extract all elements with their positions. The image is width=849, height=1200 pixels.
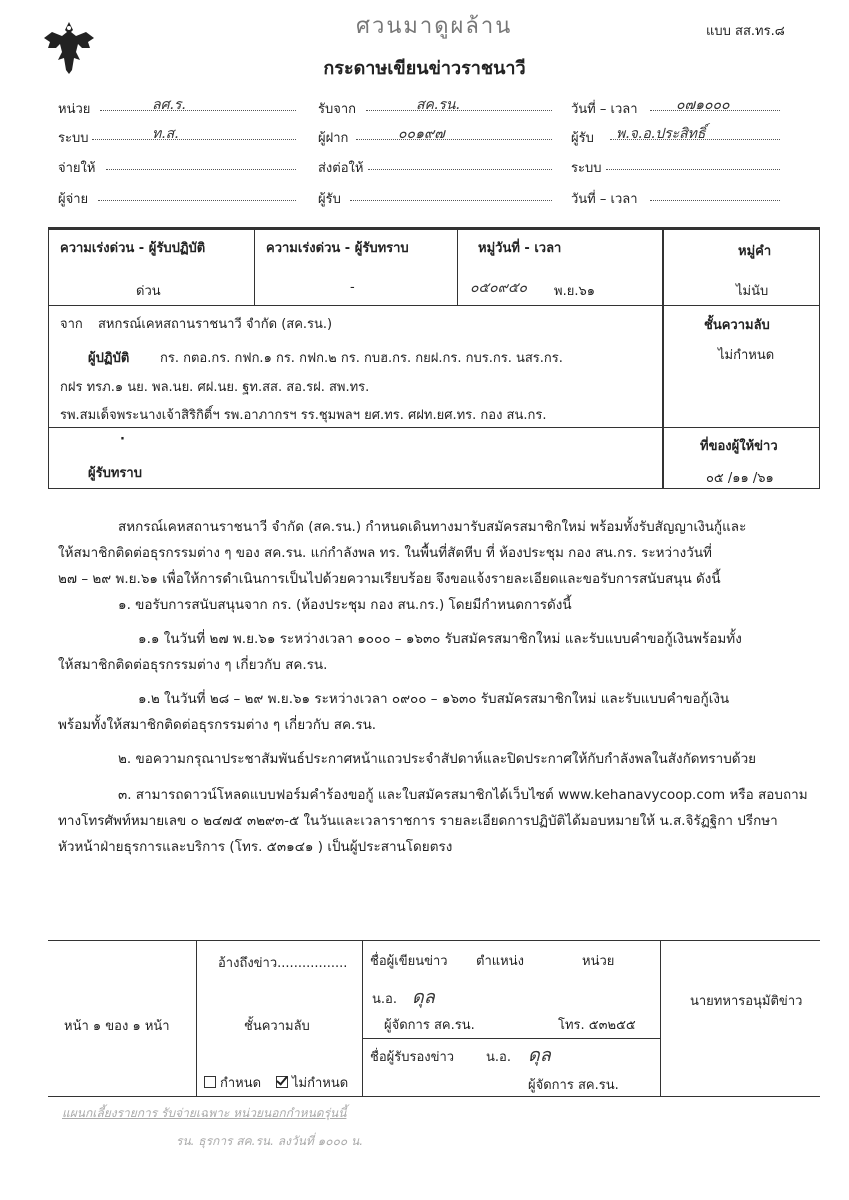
- approver-title: ผู้จัดการ สค.รน.: [528, 1078, 619, 1093]
- receive-from-value: สค.รน.: [416, 97, 460, 113]
- checkbox-unchecked[interactable]: [204, 1076, 216, 1088]
- reference-message: อ้างถึงข่าว.................: [218, 956, 348, 971]
- receiver-label: ผู้รับ: [571, 131, 594, 146]
- approver-label: ชื่อผู้รับรองข่าว: [370, 1050, 455, 1065]
- unit-label-footer: หน่วย: [582, 954, 615, 969]
- approver-rank: น.อ.: [486, 1050, 511, 1065]
- datetime-value: ๐๗๑๐๐๐: [676, 97, 730, 113]
- handwritten-stamp: ศวนมาดูผล้าน: [356, 14, 513, 39]
- originator-ref-label: ที่ของผู้ให้ข่าว: [700, 439, 778, 454]
- from-label: จาก: [60, 317, 83, 332]
- writer-title: ผู้จัดการ สค.รน.: [384, 1018, 475, 1033]
- classification-label: ชั้นความลับ: [704, 318, 770, 333]
- body-p4-l2: พร้อมทั้งให้สมาชิกติดต่อธุรกรรมต่าง ๆ เกี่ยวกับ สค.รน.: [58, 717, 377, 733]
- body-p6-l2: ทางโทรศัพท์หมายเลข ๐ ๒๔๗๕ ๓๒๙๓-๕ ในวันและเวลาราชการ รายละเอียดการปฏิบัติได้มอบหมายให้ น.ส.จิรัฏฐิกา ปรีกษา: [58, 813, 778, 829]
- page-title: กระดาษเขียนข่าวราชนาวี: [323, 58, 526, 79]
- from-value: สหกรณ์เคหสถานราชนาวี จำกัด (สค.รน.): [98, 317, 333, 332]
- approver-signature: ดุล: [528, 1045, 551, 1066]
- body-p1-l1: สหกรณ์เคหสถานราชนาวี จำกัด (สค.รน.) กำหนดเดินทางมารับสมัครสมาชิกใหม่ พร้อมทั้งรับสัญญาเงินกู้และ: [118, 519, 747, 535]
- forward-to-label: ส่งต่อให้: [318, 161, 364, 176]
- pay-to-label: จ่ายให้: [58, 161, 96, 176]
- classification-value: ไม่กำหนด: [718, 348, 775, 363]
- body-p5: ๒. ขอความกรุณาประชาสัมพันธ์ประกาศหน้าแถวประจำสัปดาห์และปิดประกาศให้กับกำลังพลในสังกัดทราบด้วย: [118, 751, 757, 767]
- faint-note-2: รน. ธุรการ สค.รน. ลงวันที่ ๑๐๐๐ น.: [176, 1134, 364, 1148]
- group-count-value: ไม่นับ: [736, 284, 769, 299]
- dtg-month: พ.ย.๖๑: [554, 284, 595, 299]
- action-addressees-line1: กร. กตอ.กร. กฟก.๑ กร. กฟก.๒ กร. กบฮ.กร. กยฝ.กร. กบร.กร. นสร.กร.: [160, 351, 563, 366]
- dtg-value: ๐๕๐๙๕๐: [470, 280, 528, 296]
- sender-label: ผู้ฝาก: [318, 131, 349, 146]
- originator-ref-value: ๐๕ /๑๑ /๖๑: [706, 471, 774, 486]
- datetime-label: วันที่ – เวลา: [571, 102, 638, 117]
- body-p3-l1: ๑.๑ ในวันที่ ๒๗ พ.ย.๖๑ ระหว่างเวลา ๑๐๐๐ – ๑๖๓๐ รับสมัครสมาชิกใหม่ และรับแบบคำขอกู้เงินพร้อมทั้ง: [138, 631, 742, 647]
- writer-signature: ดุล: [412, 987, 435, 1008]
- system-label: ระบบ: [58, 131, 89, 146]
- datetime2-label: วันที่ – เวลา: [571, 192, 638, 207]
- body-p3-l2: ให้สมาชิกติดต่อธุรกรรมต่าง ๆ เกี่ยวกับ สค.รน.: [58, 657, 328, 673]
- recipient-label: ผู้รับ: [318, 192, 341, 207]
- writer-rank: น.อ.: [372, 992, 397, 1007]
- dtg-label: หมู่วันที่ - เวลา: [478, 241, 562, 256]
- authorizing-officer-label: นายทหารอนุมัติข่าว: [690, 994, 803, 1009]
- option-set-label: กำหนด: [220, 1076, 262, 1091]
- writer-label: ชื่อผู้เขียนข่าว: [370, 954, 448, 969]
- classification-option-set[interactable]: [204, 1072, 261, 1093]
- footer-classification-label: ชั้นความลับ: [244, 1019, 310, 1034]
- payer-label: ผู้จ่าย: [58, 192, 89, 207]
- precedence-action-label: ความเร่งด่วน - ผู้รับปฏิบัติ: [60, 241, 206, 256]
- info-addressees-label: ผู้รับทราบ: [88, 466, 142, 481]
- form-code: แบบ สส.ทร.๘: [706, 24, 785, 39]
- system-value: ท.ส.: [152, 126, 179, 142]
- precedence-info-label: ความเร่งด่วน - ผู้รับทราบ: [266, 241, 409, 256]
- checkbox-checked[interactable]: [276, 1076, 288, 1088]
- system2-label: ระบบ: [571, 161, 602, 176]
- action-addressees-label: ผู้ปฏิบัติ: [88, 351, 130, 366]
- faint-note-1: แผนกเลี้ยงรายการ รับจ่ายเฉพาะ หน่วยนอกกำหนดรุ่นนี้: [62, 1106, 347, 1120]
- receiver-value: พ.จ.อ.ประสิทธิ์: [616, 126, 706, 142]
- page-indicator: หน้า ๑ ของ ๑ หน้า: [64, 1019, 170, 1034]
- info-dot: ·: [120, 432, 125, 447]
- option-unset-label: ไม่กำหนด: [292, 1076, 349, 1091]
- action-addressees-line3: รพ.สมเด็จพระนางเจ้าสิริกิติ์ฯ รพ.อาภากรฯ รร.ชุมพลฯ ยศ.ทร. ศฝท.ยศ.ทร. กอง สน.กร.: [60, 408, 547, 423]
- precedence-info-value: -: [350, 280, 355, 295]
- group-count-label: หมู่คำ: [738, 244, 772, 259]
- writer-phone: โทร. ๕๓๒๕๕: [558, 1018, 636, 1033]
- sender-value: ๐๐๑๙๗: [398, 126, 445, 142]
- unit-value: ลศ.ร.: [152, 97, 186, 113]
- body-p4-l1: ๑.๒ ในวันที่ ๒๘ – ๒๙ พ.ย.๖๑ ระหว่างเวลา ๐๙๐๐ – ๑๖๓๐ รับสมัครสมาชิกใหม่ และรับแบบคำขอกู้เงิน: [138, 691, 730, 707]
- precedence-action-value: ด่วน: [136, 284, 161, 299]
- body-p1-l3: ๒๗ – ๒๙ พ.ย.๖๑ เพื่อให้การดำเนินการเป็นไปด้วยความเรียบร้อย จึงขอแจ้งรายละเอียดและขอรับการสนับสนุน ดังนี้: [58, 571, 721, 587]
- body-p1-l2: ให้สมาชิกติดต่อธุรกรรมต่าง ๆ ของ สค.รน. แก่กำลังพล ทร. ในพื้นที่สัตหีบ ที่ ห้องประชุม กอง สน.กร. ระหว่างวันที่: [58, 545, 712, 561]
- classification-option-unset[interactable]: [276, 1072, 348, 1093]
- position-label: ตำแหน่ง: [476, 954, 524, 969]
- receive-from-label: รับจาก: [318, 102, 357, 117]
- body-p6-l3: หัวหน้าฝ่ายธุรการและบริการ (โทร. ๕๓๑๔๑ ) เป็นผู้ประสานโดยตรง: [58, 839, 453, 855]
- unit-label: หน่วย: [58, 102, 91, 117]
- action-addressees-line2: กฝร ทรภ.๑ นย. พล.นย. ศฝ.นย. ฐท.สส. สอ.รฝ. สพ.ทร.: [60, 380, 370, 395]
- body-p2: ๑. ขอรับการสนับสนุนจาก กร. (ห้องประชุม กอง สน.กร.) โดยมีกำหนดการดังนี้: [118, 597, 572, 613]
- body-p6-l1: ๓. สามารถดาวน์โหลดแบบฟอร์มคำร้องขอกู้ และใบสมัครสมาชิกได้เว็บไซต์ www.kehanavycoop.com หรือ สอบถาม: [118, 787, 808, 803]
